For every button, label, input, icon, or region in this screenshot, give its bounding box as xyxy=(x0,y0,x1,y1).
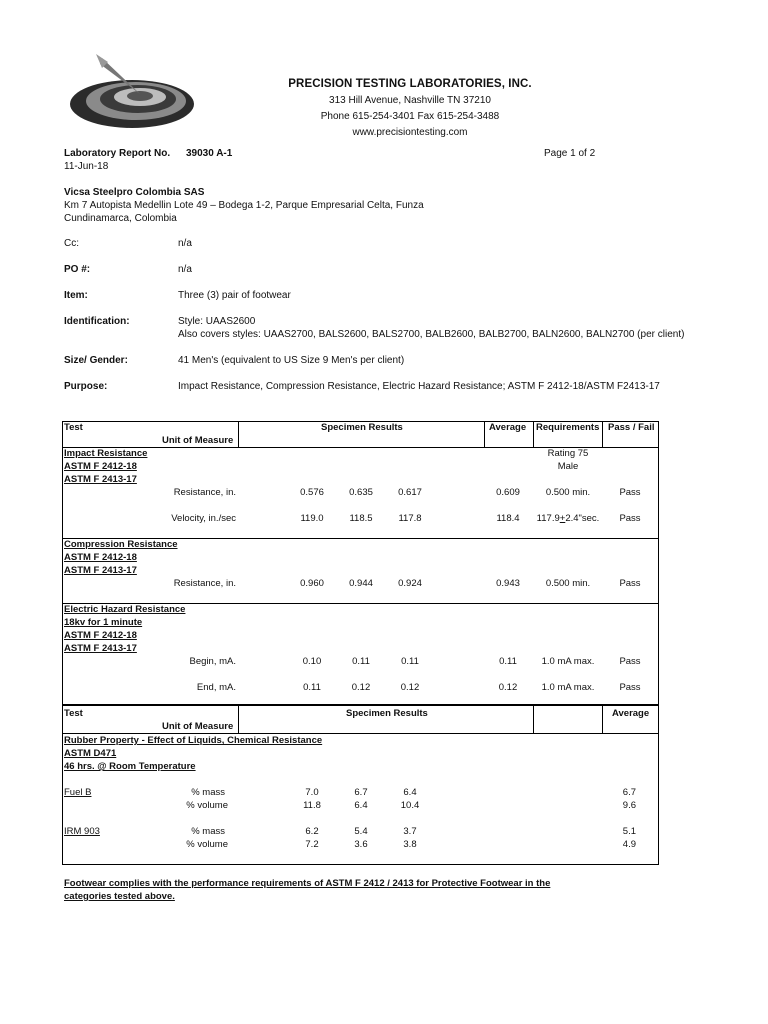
pass-fail-cell: Pass xyxy=(619,513,641,524)
irm-903-label: IRM 903 xyxy=(64,826,100,837)
col-unit: Unit of Measure xyxy=(162,721,234,732)
unit-cell: End, mA. xyxy=(196,682,236,693)
unit-cell: % volume xyxy=(186,839,228,850)
compression-std-1: ASTM F 2412-18 xyxy=(64,552,137,563)
unit-cell: Resistance, in. xyxy=(173,487,236,498)
po-label: PO #: xyxy=(64,264,91,275)
col-test: Test xyxy=(64,422,83,433)
unit-cell: % volume xyxy=(186,800,228,811)
unit-cell: Resistance, in. xyxy=(173,578,236,589)
pass-fail-cell: Pass xyxy=(619,578,641,589)
pass-fail-cell: Pass xyxy=(619,656,641,667)
specimen-2-cell: 0.944 xyxy=(349,578,373,589)
specimen-3-cell: 0.12 xyxy=(400,682,420,693)
specimen-1-cell: 7.2 xyxy=(305,839,319,850)
specimen-3-cell: 117.8 xyxy=(398,513,422,524)
requirement-cell: 117.9+2.4"sec. xyxy=(536,513,600,524)
specimen-3-cell: 0.617 xyxy=(398,487,422,498)
specimen-3-cell: 0.924 xyxy=(398,578,422,589)
compression-std-2: ASTM F 2413-17 xyxy=(64,565,137,576)
col-average: Average xyxy=(489,422,527,433)
letterhead xyxy=(230,78,590,138)
item-label: Item: xyxy=(64,290,88,301)
specimen-3-cell: 10.4 xyxy=(400,800,420,811)
average-cell: 0.943 xyxy=(496,578,520,589)
requirement-cell: 0.500 min. xyxy=(545,487,591,498)
chemical-std: ASTM D471 xyxy=(64,748,117,759)
po-value: n/a xyxy=(178,264,192,275)
report-label: Laboratory Report No. xyxy=(64,148,171,159)
average-cell: 9.6 xyxy=(622,800,636,811)
requirement-cell: 1.0 mA max. xyxy=(541,682,595,693)
impact-rating: Rating 75 xyxy=(547,448,589,459)
client-address-2: Cundinamarca, Colombia xyxy=(64,213,177,224)
col-specimen: Specimen Results xyxy=(321,422,403,433)
identification-style: Style: UAAS2600 xyxy=(178,316,256,327)
col-unit: Unit of Measure xyxy=(162,435,234,446)
unit-cell: Begin, mA. xyxy=(189,656,236,667)
average-cell: 0.12 xyxy=(498,682,518,693)
specimen-1-cell: 0.11 xyxy=(303,682,321,693)
specimen-3-cell: 3.7 xyxy=(403,826,417,837)
cc-value: n/a xyxy=(178,238,192,249)
specimen-2-cell: 6.7 xyxy=(354,787,368,798)
specimen-2-cell: 0.12 xyxy=(351,682,371,693)
specimen-1-cell: 119.0 xyxy=(300,513,324,524)
col-pass-fail: Pass / Fail xyxy=(608,422,655,433)
specimen-2-cell: 0.635 xyxy=(349,487,373,498)
company-phone: Phone 615-254-3401 Fax 615-254-3488 xyxy=(320,111,500,122)
size-label: Size/ Gender: xyxy=(64,355,128,366)
pass-fail-cell: Pass xyxy=(619,487,641,498)
specimen-2-cell: 0.11 xyxy=(352,656,370,667)
col-average: Average xyxy=(612,708,650,719)
average-cell: 6.7 xyxy=(622,787,636,798)
client-name: Vicsa Steelpro Colombia SAS xyxy=(64,187,205,198)
purpose-label: Purpose: xyxy=(64,381,108,392)
chemical-condition: 46 hrs. @ Room Temperature xyxy=(64,761,196,772)
compliance-statement-line-2: categories tested above. xyxy=(64,891,175,902)
col-test: Test xyxy=(64,708,83,719)
unit-cell: % mass xyxy=(191,826,225,837)
impact-std-2: ASTM F 2413-17 xyxy=(64,474,137,485)
average-cell: 4.9 xyxy=(622,839,636,850)
requirement-cell: 0.500 min. xyxy=(545,578,591,589)
impact-gender: Male xyxy=(557,461,579,472)
impact-std-1: ASTM F 2412-18 xyxy=(64,461,137,472)
unit-cell: Velocity, in./sec xyxy=(171,513,236,524)
cc-label: Cc: xyxy=(64,238,79,249)
item-value: Three (3) pair of footwear xyxy=(178,290,291,301)
electric-title: Electric Hazard Resistance xyxy=(64,604,186,615)
specimen-1-cell: 11.8 xyxy=(303,800,321,811)
specimen-3-cell: 6.4 xyxy=(403,787,417,798)
specimen-1-cell: 0.960 xyxy=(300,578,324,589)
specimen-1-cell: 7.0 xyxy=(305,787,319,798)
company-address: 313 Hill Avenue, Nashville TN 37210 xyxy=(329,95,491,106)
client-address-1: Km 7 Autopista Medellin Lote 49 – Bodega 1-2, Parque Empresarial Celta, Funza xyxy=(64,200,424,211)
impact-title: Impact Resistance xyxy=(64,448,148,459)
specimen-3-cell: 0.11 xyxy=(401,656,419,667)
specimen-2-cell: 118.5 xyxy=(349,513,373,524)
report-number: 39030 A-1 xyxy=(186,148,233,159)
specimen-1-cell: 0.576 xyxy=(300,487,324,498)
identification-label: Identification: xyxy=(64,316,130,327)
electric-std-2: ASTM F 2413-17 xyxy=(64,643,137,654)
company-website: www.precisiontesting.com xyxy=(352,127,468,138)
specimen-1-cell: 0.10 xyxy=(302,656,322,667)
average-cell: 0.609 xyxy=(496,487,520,498)
electric-std-1: ASTM F 2412-18 xyxy=(64,630,137,641)
col-specimen: Specimen Results xyxy=(346,708,428,719)
company-logo xyxy=(66,54,198,132)
compliance-statement-line-1: Footwear complies with the performance requirements of ASTM F 2412 / 2413 for Protective Footwear in the xyxy=(64,878,551,889)
pass-fail-cell: Pass xyxy=(619,682,641,693)
company-name: PRECISION TESTING LABORATORIES, INC. xyxy=(288,78,532,90)
size-value: 41 Men's (equivalent to US Size 9 Men's per client) xyxy=(178,355,405,366)
purpose-value: Impact Resistance, Compression Resistance, Electric Hazard Resistance; ASTM F 2412-18/ASTM F2413-17 xyxy=(178,381,660,392)
specimen-3-cell: 3.8 xyxy=(403,839,417,850)
chemical-title: Rubber Property - Effect of Liquids, Chemical Resistance xyxy=(64,735,323,746)
average-cell: 5.1 xyxy=(622,826,636,837)
average-cell: 118.4 xyxy=(496,513,520,524)
specimen-2-cell: 3.6 xyxy=(354,839,368,850)
compression-title: Compression Resistance xyxy=(64,539,178,550)
requirement-cell: 1.0 mA max. xyxy=(541,656,595,667)
electric-subtitle: 18kv for 1 minute xyxy=(64,617,143,628)
identification-covers: Also covers styles: UAAS2700, BALS2600, BALS2700, BALB2600, BALB2700, BALN2600, BALN2700 (per client) xyxy=(178,329,685,340)
unit-cell: % mass xyxy=(191,787,225,798)
col-requirements: Requirements xyxy=(536,422,600,433)
specimen-2-cell: 5.4 xyxy=(354,826,368,837)
fuel-b-label: Fuel B xyxy=(64,787,92,798)
report-date: 11-Jun-18 xyxy=(64,161,109,172)
specimen-2-cell: 6.4 xyxy=(354,800,368,811)
page-number: Page 1 of 2 xyxy=(544,148,596,159)
specimen-1-cell: 6.2 xyxy=(305,826,319,837)
average-cell: 0.11 xyxy=(499,656,517,667)
